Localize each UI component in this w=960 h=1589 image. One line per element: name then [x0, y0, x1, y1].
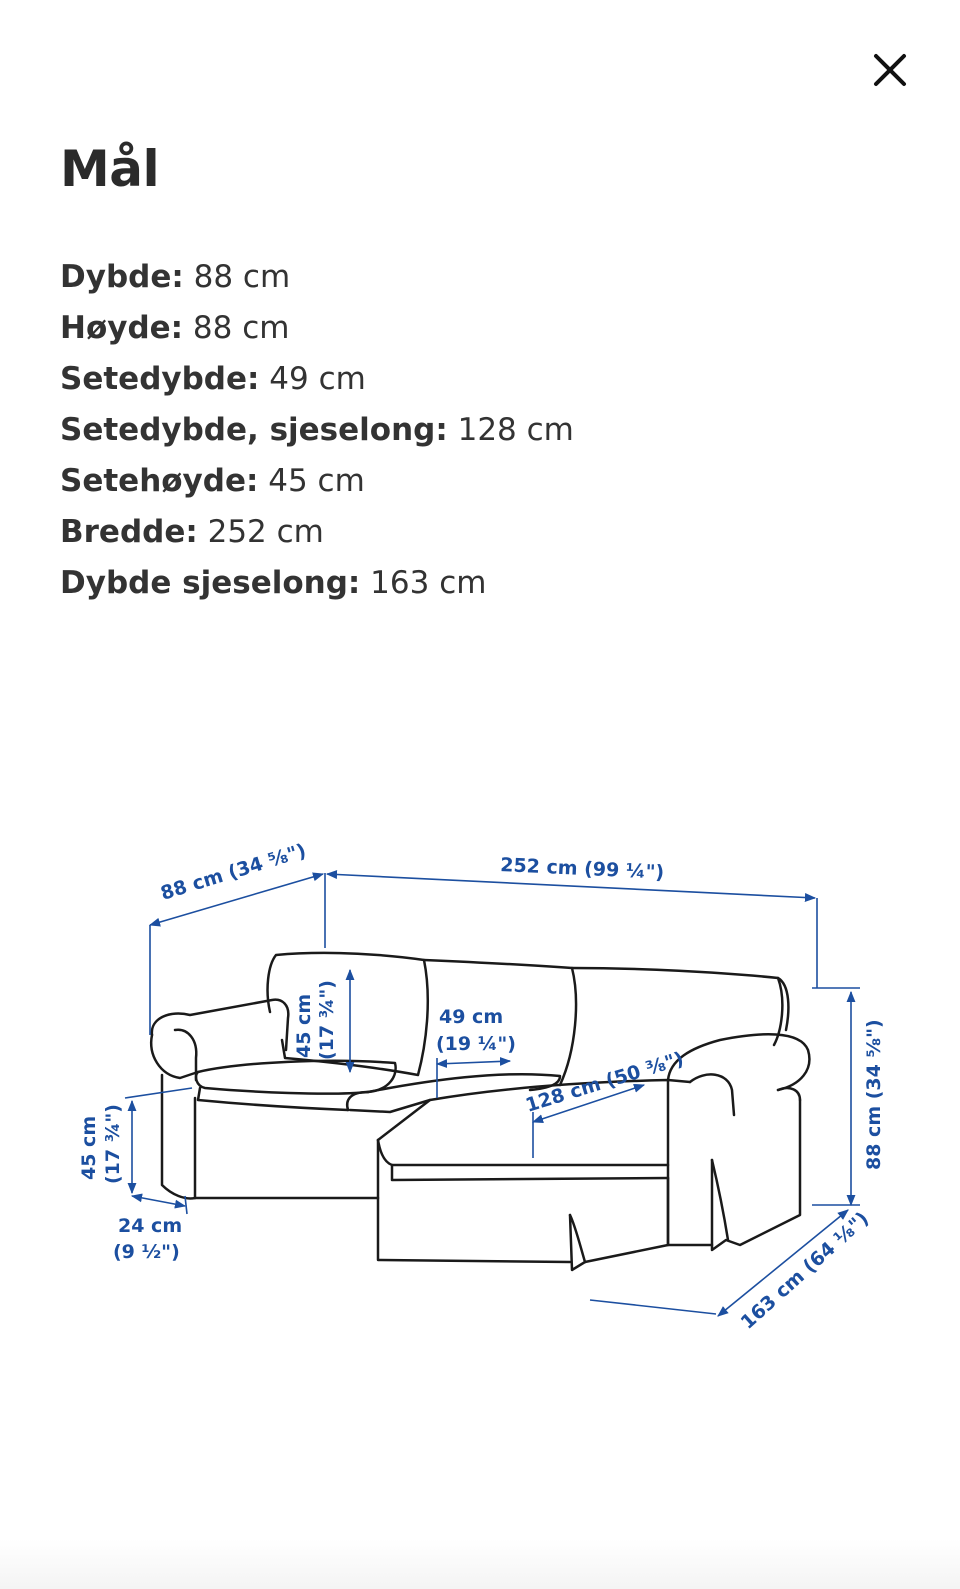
- label-depth: 88 cm (34 ⅝"): [158, 839, 309, 905]
- dimension-seat-depth: Setedybde: 49 cm: [60, 361, 366, 397]
- label-seat-depth-in: (19 ¼"): [436, 1033, 516, 1055]
- close-button[interactable]: [862, 42, 918, 98]
- label-seat-height-cm: 45 cm: [78, 1115, 100, 1180]
- label-back-height-cm: 45 cm: [293, 993, 315, 1058]
- dimension-labels: [78, 840, 885, 1334]
- close-icon: [873, 53, 907, 87]
- dimensions-list: [60, 252, 574, 609]
- label-chaise-seat-depth: 128 cm (50 ⅜"): [523, 1047, 687, 1117]
- dimension-height: Høyde: 88 cm: [60, 310, 290, 346]
- dimension-chaise-depth: Dybde sjeselong: 163 cm: [60, 565, 487, 601]
- label-chaise-depth: 163 cm (64 ⅛"): [736, 1207, 874, 1334]
- label-back-height-in: (17 ¾"): [316, 980, 338, 1060]
- label-height: 88 cm (34 ⅝"): [863, 1019, 885, 1170]
- page-title: Mål: [60, 140, 160, 198]
- bottom-edge: [0, 1539, 960, 1589]
- dimension-seat-height: Setehøyde: 45 cm: [60, 463, 365, 499]
- label-seat-height-in: (17 ¾"): [102, 1104, 124, 1184]
- dimension-depth: Dybde: 88 cm: [60, 259, 291, 295]
- sofa-dimension-diagram: [0, 820, 960, 1340]
- sofa-drawing: [151, 953, 809, 1270]
- dimension-lines: [125, 873, 860, 1316]
- label-arm-cm: 24 cm: [118, 1215, 183, 1237]
- label-seat-depth-cm: 49 cm: [439, 1006, 504, 1028]
- label-width: 252 cm (99 ¼"): [499, 854, 665, 884]
- dimension-width: Bredde: 252 cm: [60, 514, 324, 550]
- label-arm-in: (9 ½"): [113, 1241, 180, 1263]
- dimension-seat-depth-chaise: Setedybde, sjeselong: 128 cm: [60, 412, 574, 448]
